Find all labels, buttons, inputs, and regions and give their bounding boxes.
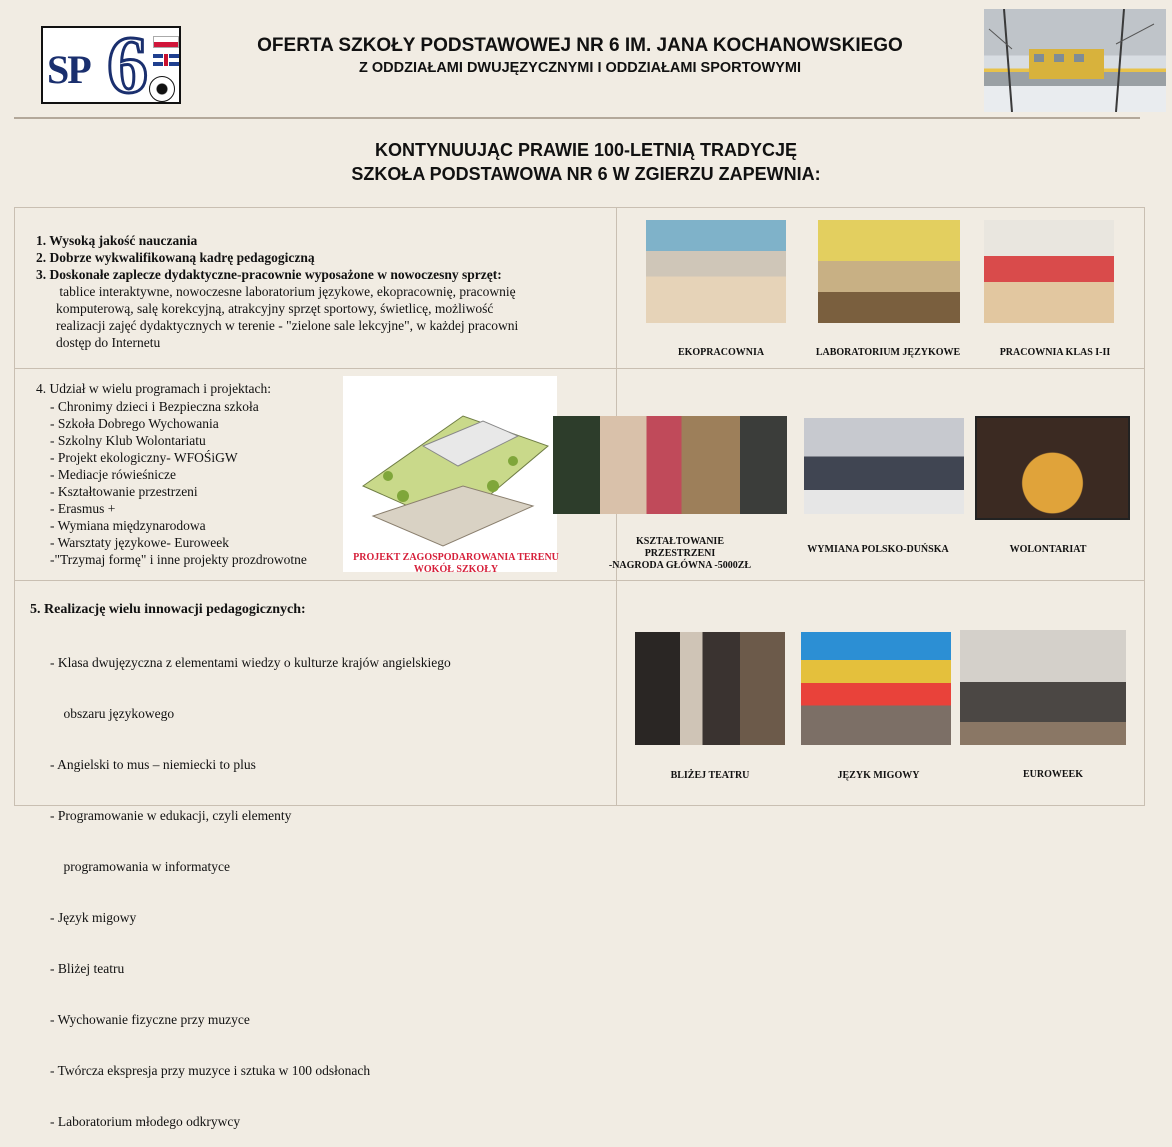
- panel-row-divider-1: [14, 368, 1145, 369]
- section2-item: - Mediacje rówieśnicze: [50, 467, 176, 482]
- site-plan-image: [343, 376, 557, 572]
- caption-language-lab: LABORATORIUM JĘZYKOWE: [815, 347, 961, 358]
- header-divider: [14, 117, 1140, 119]
- section1-item: 2. Dobrze wykwalifikowaną kadrę pedagogiczną: [36, 250, 315, 265]
- section2-item: - Szkoła Dobrego Wychowania: [50, 416, 219, 431]
- euroweek-photo: [960, 630, 1126, 745]
- caption-sign-language: JĘZYK MIGOWY: [837, 770, 920, 781]
- section1-details: [56, 283, 606, 351]
- section1-item: 3. Doskonałe zaplecze dydaktyczne-pracownie wyposażone w nowoczesny sprzęt:: [36, 267, 502, 282]
- section3-item: - Język migowy: [50, 910, 137, 925]
- caption-ekopracownia: EKOPRACOWNIA: [677, 347, 765, 358]
- page-title: OFERTA SZKOŁY PODSTAWOWEJ NR 6 IM. JANA KOCHANOWSKIEGO: [257, 35, 903, 56]
- section3-heading: 5. Realizację wielu innowacji pedagogicznych:: [30, 602, 306, 617]
- site-plan-drawing-icon: [343, 376, 557, 572]
- section3-item: - Klasa dwujęzyczna z elementami wiedzy o kulturze krajów angielskiego: [50, 655, 451, 670]
- caption-volunteering: WOLONTARIAT: [1009, 544, 1087, 555]
- classroom-1-2-photo: [984, 220, 1114, 323]
- section3-list: [50, 620, 570, 1147]
- section1-detail-line: komputerową, salę korekcyjną, atrakcyjny sprzęt sportowy, świetlicę, możliwość: [56, 301, 494, 316]
- logo-sp-text: SP: [47, 47, 90, 92]
- section2-item: - Kształtowanie przestrzeni: [50, 484, 198, 499]
- section3-item: - Programowanie w edukacji, czyli elementy: [50, 808, 292, 823]
- page-subtitle: Z ODDZIAŁAMI DWUJĘZYCZNYMI I ODDZIAŁAMI SPORTOWYMI: [359, 60, 801, 76]
- caption-classroom-1-2: PRACOWNIA KLAS I-II: [999, 347, 1111, 358]
- school-building-photo: [984, 9, 1166, 112]
- caption-theatre: BLIŻEJ TEATRU: [670, 770, 750, 781]
- section1-detail-line: realizacji zajęć dydaktycznych w terenie - "zielone sale lekcyjne", w każdej pracowni: [56, 318, 519, 333]
- caption-space-shaping: [600, 536, 760, 572]
- section2-item: - Warsztaty językowe- Euroweek: [50, 535, 229, 550]
- section3-item: - Twórcza ekspresja przy muzyce i sztuka w 100 odsłonach: [50, 1063, 371, 1078]
- section2-item: - Projekt ekologiczny- WFOŚiGW: [50, 450, 238, 465]
- caption-space-shaping-line2: PRZESTRZENI: [644, 548, 716, 559]
- section3-item: - Bliżej teatru: [50, 961, 125, 976]
- polish-danish-exchange-photo: [804, 418, 964, 514]
- language-lab-photo: [818, 220, 960, 323]
- section1-item: 1. Wysoką jakość nauczania: [36, 233, 198, 248]
- caption-space-shaping-line1: KSZTAŁTOWANIE: [636, 536, 724, 547]
- ekopracownia-photo: [646, 220, 786, 323]
- sign-language-photo: [801, 632, 951, 745]
- section3-item: - Wychowanie fizyczne przy muzyce: [50, 1012, 250, 1027]
- football-icon: [149, 76, 175, 102]
- section2-item: - Chronimy dzieci i Bezpieczna szkoła: [50, 399, 259, 414]
- section2-list: [50, 398, 345, 568]
- space-shaping-award-photo: [553, 416, 787, 514]
- section1-list: [36, 232, 606, 283]
- section3-item: obszaru językowego: [50, 706, 175, 721]
- site-plan-caption-line1: PROJEKT ZAGOSPODAROWANIA TERENU: [353, 552, 559, 563]
- caption-space-shaping-line3: -NAGRODA GŁÓWNA -5000ZŁ: [608, 560, 752, 571]
- uk-flag-icon: [153, 54, 179, 66]
- headline-line2: SZKOŁA PODSTAWOWA NR 6 W ZGIERZU ZAPEWNIA:: [351, 164, 821, 184]
- site-plan-caption-line2: WOKÓŁ SZKOŁY: [413, 564, 499, 575]
- theatre-photo: [635, 632, 785, 745]
- snowy-trees-icon: [984, 9, 1166, 112]
- site-plan-caption: [343, 552, 569, 576]
- section2-item: - Szkolny Klub Wolontariatu: [50, 433, 206, 448]
- section2-item: -"Trzymaj formę" i inne projekty prozdrowotne: [50, 552, 307, 567]
- section3-item: - Laboratorium młodego odkrywcy: [50, 1114, 241, 1129]
- section2-item: - Wymiana międzynarodowa: [50, 518, 206, 533]
- section1-detail-line: tablice interaktywne, nowoczesne laboratorium językowe, ekopracownię, pracownię: [56, 284, 516, 299]
- volunteering-photo: [975, 416, 1130, 520]
- caption-euroweek: EUROWEEK: [1022, 769, 1083, 780]
- school-logo: [41, 26, 181, 104]
- panel-row-divider-2: [14, 580, 1145, 581]
- section1-detail-line: dostęp do Internetu: [56, 335, 161, 350]
- section3-item: - Angielski to mus – niemiecki to plus: [50, 757, 256, 772]
- headline-line1: KONTYNUUJĄC PRAWIE 100-LETNIĄ TRADYCJĘ: [374, 140, 798, 160]
- section3-item: programowania w informatyce: [50, 859, 230, 874]
- caption-exchange: WYMIANA POLSKO-DUŃSKA: [807, 544, 949, 555]
- logo-six-glyph: 6: [107, 26, 148, 104]
- section2-heading: 4. Udział w wielu programach i projektach:: [36, 381, 272, 396]
- polish-flag-icon: [153, 36, 179, 48]
- section2-item: - Erasmus +: [50, 501, 116, 516]
